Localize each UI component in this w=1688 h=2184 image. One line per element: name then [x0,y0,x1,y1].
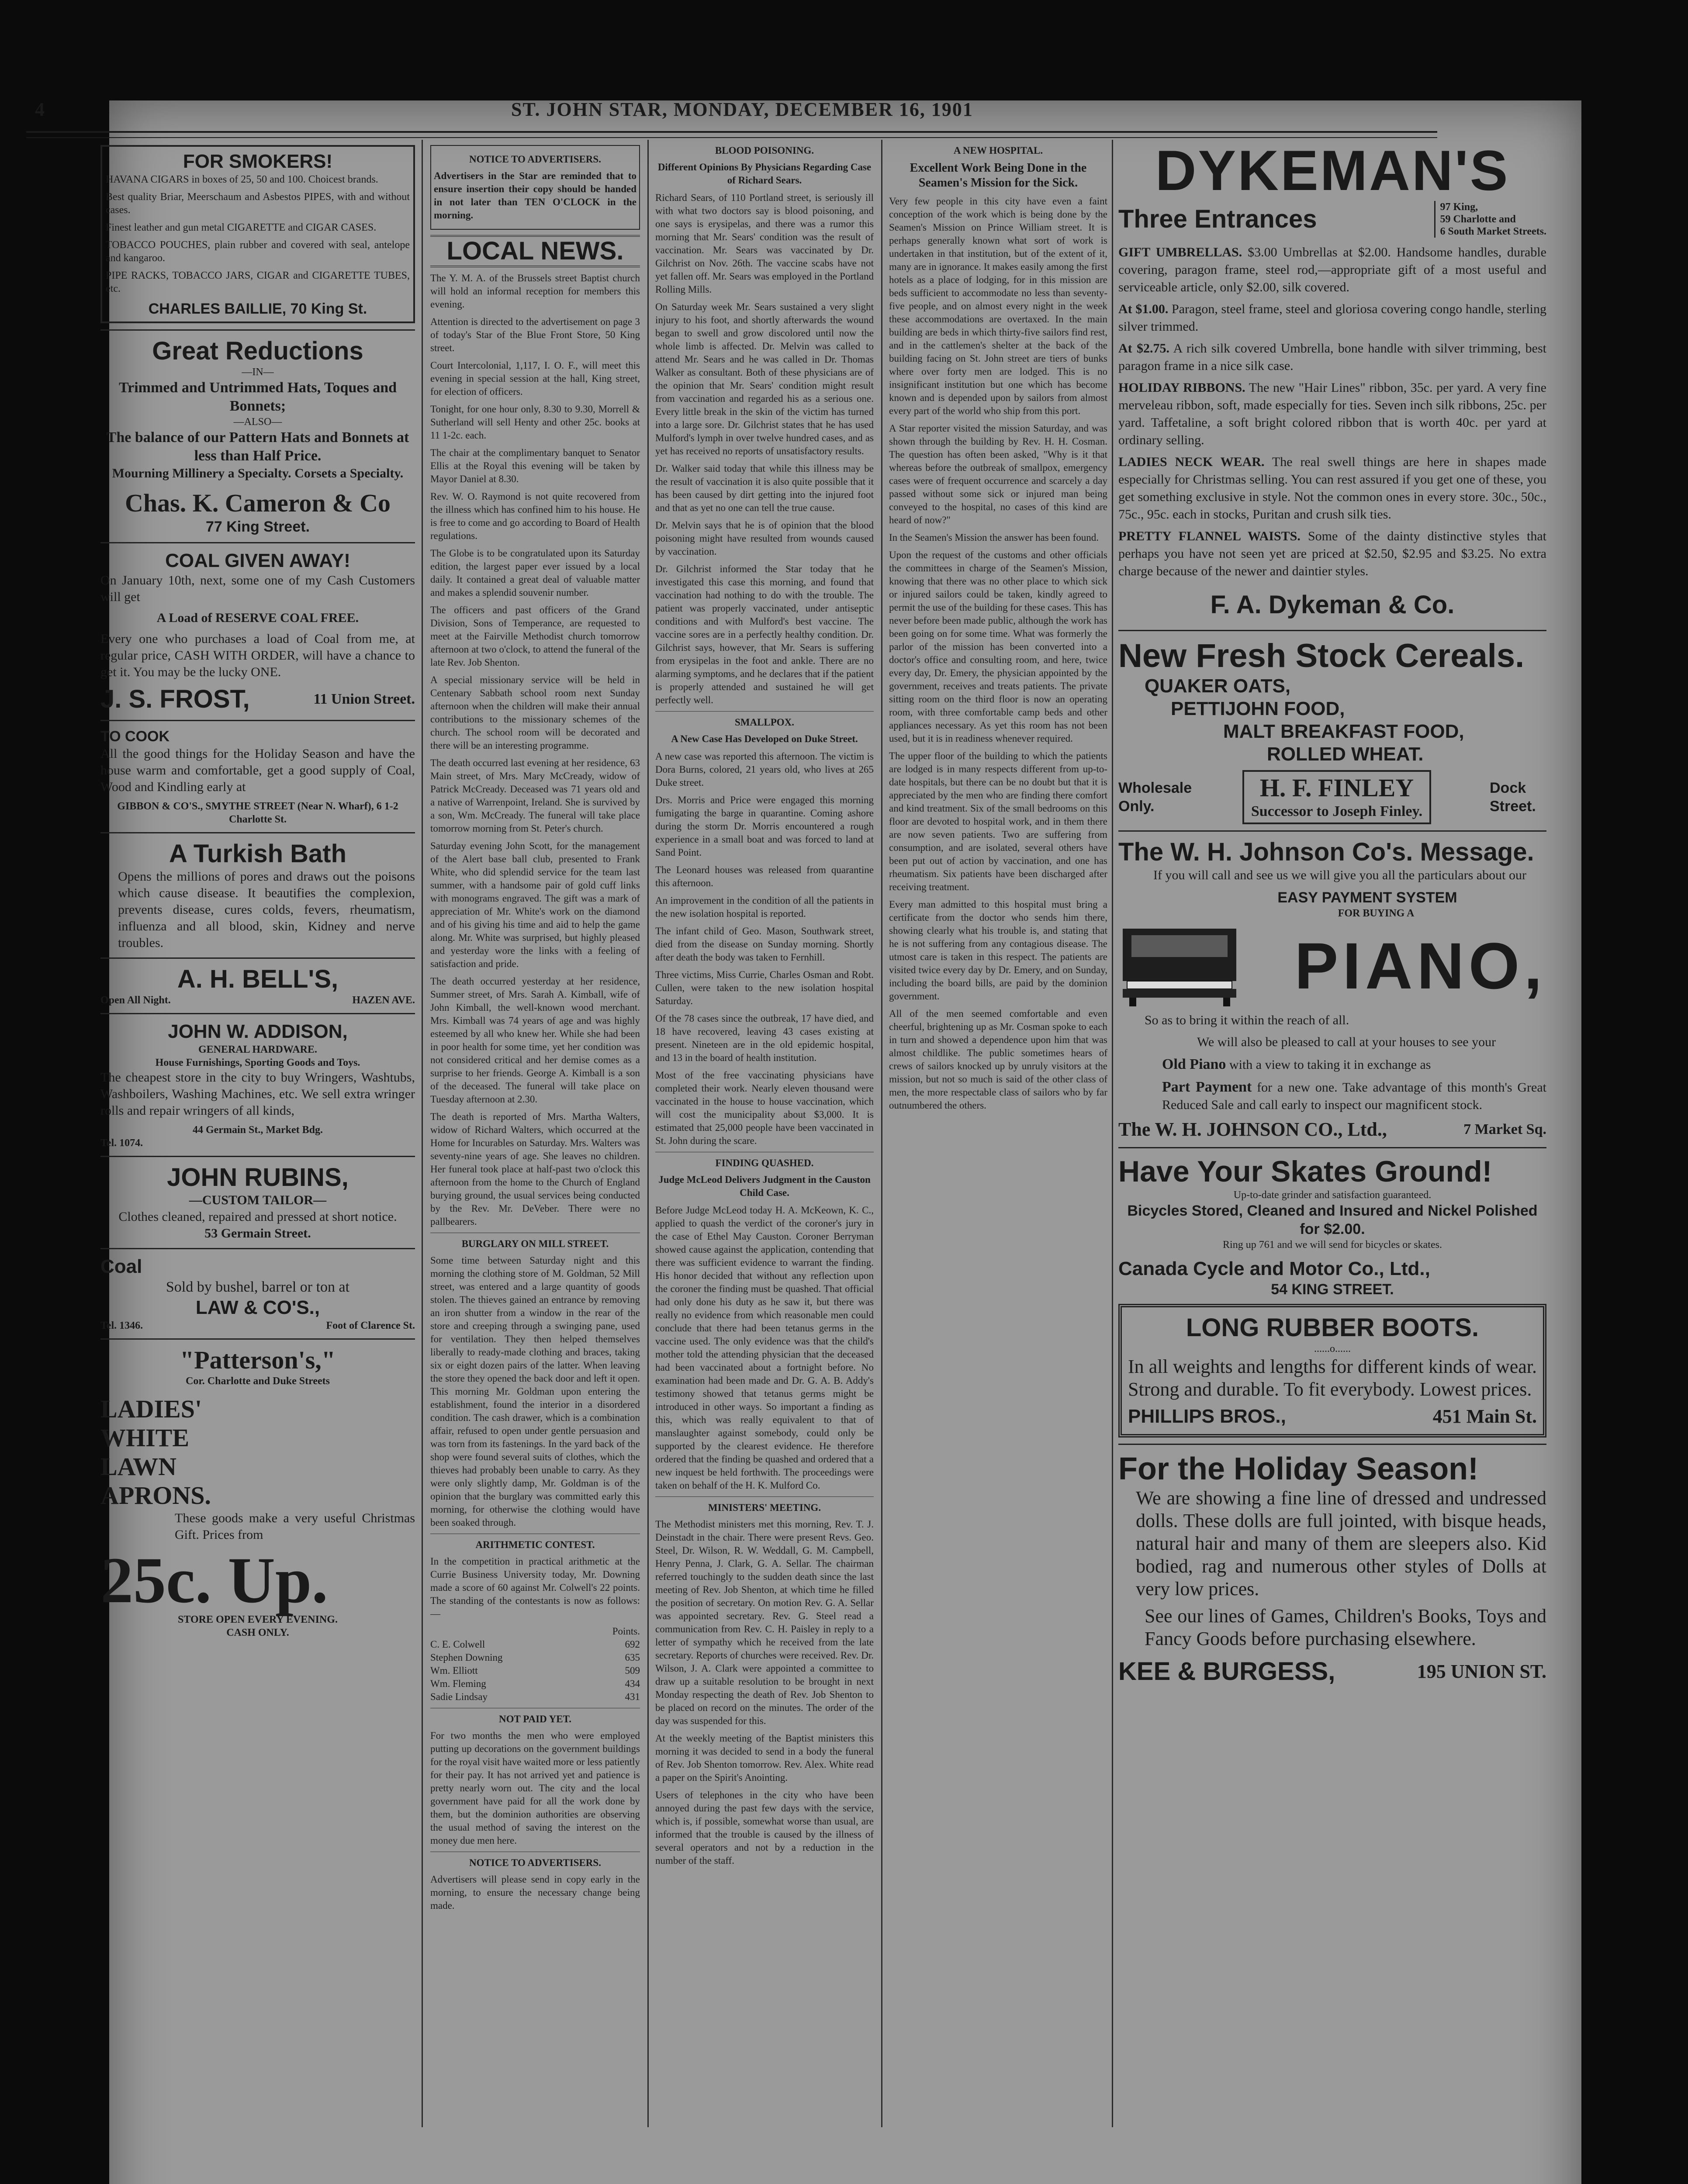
ad-title: JOHN W. ADDISON, [168,1021,348,1042]
ad-headline: PIANO, [1294,929,1546,1002]
ad-address: Foot of Clarence St. [326,1320,415,1331]
page-title: ST. JOHN STAR, MONDAY, DECEMBER 16, 1901 [511,99,973,120]
article-body: The Methodist ministers met this morning, Rev. T. J. Deinstadt in the chair. There were present Revs. Geo. Steel, Dr. Wilson, R. W. Weddall, G. M. Campbell, Henry Penna, J. Clark, G. A. Sellar. The chairman referred touchingly to the sudden death since the last meeting of Rev. Job Shenton, at which time he filled the position of secretary. On motion Rev. G. A. Sellar was appointed secretary. Rev. G. Steel read a communication from Rev. C. H. Paisley in reply to a letter of sympathy which he received from the late secretary. Reports of churches were received. Rev. Dr. Wilson, J. A. Clark were appointed a committee to draw up a suitable resolution to be brought in next Monday respecting the death of Rev. Job Shenton to be placed on record on the minutes. The order of the day was suspended for this. [655,1519,874,1726]
article-body: Dr. Gilchrist informed the Star today that he investigated this case this morning, and found that vaccination had nothing to do with the trouble. The patient was properly vaccinated, under antiseptic conditions and with Mulford's best vaccine. The vaccine sores are in a perfectly healthy condition. Dr. Gilchrist says, however, that Mr. Sears is suffering from erysipelas in the foot and ankle. There are no alarming symptoms, and he declares that if the patient is properly attended and sustained he will get perfectly well. [655,563,874,705]
ad-address [1434,201,1546,238]
ad-line: So as to bring it within the reach of all. [1145,1013,1349,1027]
table-cell: 509 [625,1665,640,1676]
ad-turkish-bath [100,840,415,951]
article-body: Very few people in this city have even a faint conception of the work which is being done by the Seamen's Mission on Prince William street. It is perhaps generally known what sort of work is undertaken in that institution, but of the extent of it, many are in ignorance. It makes easily among the first hotels as a place of lodging, for in this mission are beds sufficient to accommodate no less than seventy-five people, and on almost every night in the week these accommodations are overtaxed. In the main building are beds in which thirty-five sailors find rest, and in the cattlemen's shelter at the back of the building facing on St. John street are tiers of bunks where over forty men are lodged. This is no insignificant institution but one which has become known and is depended upon by sailors from almost every part of the world who ship from this port. [889,196,1107,416]
ad-address: 11 Union Street. [313,691,415,707]
ad-skates [1118,1154,1546,1299]
ad-ornament: ......o...... [1314,1343,1351,1355]
column-news-2 [655,140,874,2127]
ad-signature: Canada Cycle and Motor Co., Ltd., [1118,1258,1430,1279]
ad-line: Paragon, steel frame, steel and gloriosa covering congo handle, sterling silver trimmed. [1118,302,1546,334]
article-body: Tonight, for one hour only, 8.30 to 9.30, Morrell & Sutherland will sell Henty and other 25c. books at 11 1-2c. each. [430,404,640,441]
article-body: Drs. Morris and Price were engaged this morning fumigating the barge in quarantine. Coming ashore during the storm Dr. Morris encountered a rough experience in a small boat and was forced to land at Sand Point. [655,795,874,858]
ad-line: with a view to taking it in exchange as [1229,1057,1431,1072]
ad-line: ROLLED WHEAT. [1267,743,1424,765]
column-news-3 [889,140,1107,2127]
ad-line: CASH ONLY. [226,1627,289,1638]
article-body: Three victims, Miss Currie, Charles Osman and Robt. Cullen, were taken to the new isolation hospital Saturday. [655,969,874,1006]
ad-line: All the good things for the Holiday Season and have the house warm and comfortable, get a good supply of Coal, Wood and Kindling early at [100,746,415,794]
divider [1118,1444,1546,1445]
ad-address: HAZEN AVE. [352,995,415,1006]
ad-line: STORE OPEN EVERY EVENING. [178,1614,338,1625]
ad-kee-burgess [1118,1451,1546,1686]
ad-signature-box [1242,770,1431,824]
ad-smokers [100,145,415,323]
table-row [430,1690,640,1704]
ad-address: 77 King Street. [205,518,310,535]
article-body: The death is reported of Mrs. Martha Walters, widow of Richard Walters, which occurred at the Home for Incurables on Saturday. Mrs. Walters was seventy-nine years of age. She leaves no children. Her funeral took place at half-past two o'clock this afternoon from the home to the Church of England burying ground, the usual services being conducted by the Rev. Mr. DeVeber. There were no pallbearers. [430,1111,640,1227]
article-body: The officers and past officers of the Grand Division, Sons of Temperance, are requested to meet at the Fairville Methodist church tomorrow afternoon at two o'clock, to attend the funeral of the late Rev. Job Shenton. [430,605,640,668]
divider [100,542,415,543]
ad-line: A rich silk covered Umbrella, bone handle with silver trimming, best paragon frame in a nice silk case. [1118,341,1546,373]
ad-line: Finest leather and gun metal CIGARETTE and CIGAR CASES. [106,222,377,233]
article-body: Attention is directed to the advertisement on page 3 of today's Star of the Blue Front Store, 50 King street. [430,316,640,353]
ad-line: —CUSTOM TAILOR— [189,1193,327,1207]
article-body: The infant child of Geo. Mason, Southwark street, died from the disease on Sunday morning. Shortly after death the body was taken to Fernhill. [655,926,874,963]
ad-dykemans [1118,140,1546,619]
ad-line: GENERAL HARDWARE. [198,1044,318,1055]
ad-label: PRETTY FLANNEL WAISTS. [1118,529,1301,543]
ad-line: The new "Hair Lines" ribbon, 35c. per yard. A very fine merveleau ribbon, soft, made especially for ties. Seven inch silk ribbons, 25c. per yard. Taffetaline, a soft bright colored ribbon that is worth 40c. per yard at ordinary selling. [1118,380,1546,447]
ad-signature: H. F. FINLEY [1259,774,1414,802]
ad-line: HAVANA CIGARS in boxes of 25, 50 and 100. Choicest brands. [106,174,378,185]
table-cell: 431 [625,1691,640,1702]
ad-label: GIFT UMBRELLAS. [1118,245,1242,259]
ad-line: Up-to-date grinder and satisfaction guaranteed. [1233,1189,1432,1201]
ad-line: The real swell things are here in shapes made especially for Christmas selling. You can rest assured if you get one of these, you get something exclusive in style. Not the common ones in every store. 30c., 50c., 75c., 95c. each in stocks, Puritan and crush silk ties. [1118,455,1546,522]
table-cell: Wm. Elliott [430,1665,478,1676]
ad-line: MALT BREAKFAST FOOD, [1223,721,1464,742]
ad-line: Wholesale Only. [1118,780,1192,815]
table-cell: 692 [625,1639,640,1650]
ad-title: JOHN RUBINS, [167,1163,349,1192]
ad-label: At $1.00. [1118,302,1169,316]
article-body: Dr. Walker said today that while this illness may be the result of vaccination it is also quite possible that it has been caused by dirt getting into the injured foot and that as yet no one can tell the true cause. [655,463,874,513]
ad-line: Trimmed and Untrimmed Hats, Toques and Bonnets; [118,380,397,414]
table-cell: C. E. Colwell [430,1639,485,1650]
address-line: 59 Charlotte and [1440,214,1516,225]
column-ads-right [1118,140,1546,2127]
table-row [430,1638,640,1651]
article-subheading: Judge McLeod Delivers Judgment in the Causton Child Case. [658,1174,871,1198]
article-heading: MINISTERS' MEETING. [708,1502,821,1513]
ad-title: "Patterson's," [180,1346,336,1374]
table-cell: 434 [625,1678,640,1689]
ad-rubber-boots [1118,1304,1546,1438]
ad-line: These goods make a very useful Christmas Gift. Prices from [175,1511,415,1542]
article-body: The Y. M. A. of the Brussels street Baptist church will hold an informal reception for members this evening. [430,273,640,310]
article-body: Upon the request of the customs and other officials the committees in charge of the Seamen's Mission, knowing that there was no other place to which sick or injured sailors could be taken, kindly agreed to permit the use of the building for these cases. This has never before been made public, although the work has been going on for some time. What was formerly the parlor of the mission has been converted into a doctor's office and consulting room, and here, twice every day, Dr. Emery, the physician appointed by the government, receives and treats patients. The private sitting room on the third floor is now an operating room, with three comfortable camp beds and other appliances necessary. As yet this room has not been used, but it is in readiness whenever required. [889,549,1107,744]
article-heading: SMALLPOX. [734,717,795,728]
article-heading: NOTICE TO ADVERTISERS. [469,1857,601,1868]
page-number: 4 [35,99,45,120]
divider [655,1496,874,1497]
ad-address: 451 Main St. [1432,1406,1537,1427]
ad-rubins [100,1163,415,1242]
ad-label: At $2.75. [1118,341,1169,356]
table-row [430,1664,640,1677]
address-line: 6 South Market Streets. [1440,226,1546,237]
ad-line: Tel. 1074. [100,1137,143,1149]
article-subheading: Different Opinions By Physicians Regarding Case of Richard Sears. [657,162,872,186]
table-row [430,1651,640,1664]
divider [100,1338,415,1340]
ad-label: Old Piano [1162,1056,1226,1072]
ad-address: 54 KING STREET. [1271,1281,1394,1298]
article-body: The death occurred yesterday at her residence, Summer street, of Mrs. Sarah A. Kimball, wife of John Kimball, the well-known wood merchant. Mrs. Kimball was 74 years of age and was highly esteemed by all who knew her. While she had been in poor health for some time, yet her condition was not considered critical and her demise comes as a surprise to her friends. George A. Kimball is a son of the deceased. The funeral will take place on Tuesday afternoon at 2.30. [430,976,640,1105]
article-heading: A NEW HOSPITAL. [953,145,1043,156]
ad-line: Every one who purchases a load of Coal from me, at regular price, CASH WITH ORDER, will have a chance to get it. You may be the lucky ONE. [100,632,415,679]
article-body: Most of the free vaccinating physicians have completed their work. Nearly eleven thousand were vaccinated in the house to house vaccination, which will cost the municipality about $3,000. It is estimated that 25,000 people have been vaccinated in St. John during the scare. [655,1070,874,1146]
ad-line: Bicycles Stored, Cleaned and Insured and Nickel Polished for $2.00. [1127,1203,1538,1237]
table-cell: Wm. Fleming [430,1678,486,1689]
ad-address: 53 Germain Street. [204,1226,311,1241]
ad-price: 25c. Up. [100,1544,328,1617]
article-body: For two months the men who were employed putting up decorations on the government buildings for the royal visit have waited more or less patiently for their pay. It has not arrived yet and patience is pretty nearly worn out. The city and the local government have paid for all the work done by them, but the dominion authorities are observing the usual method of saving the interest on the money due men here. [430,1730,640,1846]
article-body: Dr. Melvin says that he is of opinion that the blood poisoning might have resulted from wounds caused by vaccination. [655,520,874,557]
table-row [430,1677,640,1690]
ad-line: The cheapest store in the city to buy Wringers, Washtubs, Washboilers, Washing Machines, etc. We sell extra wringer rolls and repair wringers of all kinds, [100,1070,415,1118]
article-heading: NOT PAID YET. [499,1714,571,1724]
article-body: The death occurred last evening at her residence, 63 Main street, of Mrs. Mary McCready, widow of Patrick McCready. Deceased was 71 years old and a native of Warrenpoint, Ireland. She is survived by a son, Wm. McCready. The funeral will take place tomorrow morning from St. Peter's church. [430,757,640,834]
divider [100,720,415,721]
article-body: A new case was reported this afternoon. The victim is Dora Burns, colored, 21 years old, who lives at 265 Duke street. [655,751,874,788]
table-header: Points. [612,1626,640,1637]
article-body: The upper floor of the building to which the patients are lodged is in many respects different from up-to-date hospitals, but there can be no doubt but that it is appreciated by the men who are finding there comfort and kind treatment. Six of the small bedrooms on this floor are devoted to hospital work, and in them there are now seven patients. Two are suffering from consumption, and are isolated, several others have been put out of action by vaccination, and one has rheumatism. Six patients have been discharged after receiving treatment. [889,750,1107,892]
ad-line: PIPE RACKS, TOBACCO JARS, CIGAR and CIGARETTE TUBES, etc. [106,270,410,294]
article-body: Advertisers will please send in copy early in the morning, to ensure the necessary change being made. [430,1874,640,1911]
ad-line: If you will call and see us we will give you all the particulars about our [1153,868,1526,882]
ad-label: HOLIDAY RIBBONS. [1118,380,1245,395]
article-heading: FINDING QUASHED. [715,1158,814,1168]
ad-signature: Chas. K. Cameron & Co [125,489,391,517]
column-rule [881,140,882,2127]
ad-line: $3.00 Umbrellas at $2.00. Handsome handles, durable covering, paragon frame, steel rod,—appropriate gift of a most useful and serviceable article, only $2.00, silk covered. [1118,245,1546,294]
table-cell: Sadie Lindsay [430,1691,488,1702]
ad-signature: F. A. Dykeman & Co. [1210,591,1455,619]
ad-line: Sold by bushel, barrel or ton at [166,1279,350,1295]
ad-address: Dock Street. [1490,780,1536,815]
article-body: Before Judge McLeod today H. A. McKeown, K. C., applied to quash the verdict of the coroner's jury in the case of Ethel May Causton. Coroner Berryman showed cause against the application, contending that there was sufficient evidence to warrant the finding. His honor decided that without any reflection upon the coroner the finding must be quashed. That official had only done his duty as he saw it, but there was really no evidence from which reasonable men could conclude that there had been tetanus germs in the vaccine used. The only evidence was that the child's mother told the attending physician that the deceased had been vaccinated about a fortnight before. No examination had been made and Dr. G. A. B. Addy's testimony showed that tetanus germs might be introduced in other ways. So important a finding as this, which was really equivalent to that of manslaughter against somebody, could only be supported by the clearest evidence. He therefore ordered that the finding be quashed and ordered that a new inquest be held forthwith. The proceedings were taken on behalf of the H. K. Mulford Co. [655,1205,874,1491]
ad-body [106,173,410,295]
divider [1118,830,1546,832]
article-body: The Leonard houses was released from quarantine this afternoon. [655,864,874,888]
ad-line: Best quality Briar, Meerschaum and Asbestos PIPES, with and without cases. [106,191,410,216]
ad-line: The balance of our Pattern Hats and Bonnets at less than Half Price. [106,429,409,464]
ad-line: —ALSO— [233,416,282,428]
ad-line: Clothes cleaned, repaired and pressed at short notice. [118,1209,397,1224]
column-rule [647,140,649,2127]
ad-line: A Load of RESERVE COAL FREE. [156,611,359,625]
notice-to-advertisers [430,145,640,230]
ad-line: We will also be pleased to call at your houses to see your [1197,1035,1496,1049]
ad-line: See our lines of Games, Children's Books, Toys and Fancy Goods before purchasing elsewhere. [1145,1605,1546,1649]
ad-line: Mourning Millinery a Specialty. Corsets a Specialty. [112,466,404,480]
ad-line: In all weights and lengths for different kinds of wear. Strong and durable. To fit everybody. Lowest prices. [1128,1356,1537,1400]
article-body: Saturday evening John Scott, for the management of the Alert base ball club, presented to Frank White, who did splendid service for the team last summer, with a handsome pair of gold cuff links with monograms engraved. The gift was a mark of appreciation of Mr. White's work on the diamond and of his giving his time and aid to help the game along. Mr. White was surprised, but highly pleased and yesterday wore the links with a feeling of satisfaction and pride. [430,840,640,969]
article-body: A Star reporter visited the mission Saturday, and was shown through the building by Rev. H. H. Cosman. The question has often been asked, "Why is it that whereas before the outbreak of smallpox, emergency cases were of frequent occurrence and scarcely a day passed without some sick or injured man being conveyed to the hospital, no cases of this kind are heard of now?" [889,423,1107,525]
ad-line: Successor to Joseph Finley. [1251,803,1423,819]
article-heading: NOTICE TO ADVERTISERS. [469,154,601,165]
article-body: In the competition in practical arithmetic at the Currie Business University today, Mr. Downing made a score of 60 against Mr. Colwell's 22 points. The standing of the contestants is now as follows:— [430,1556,640,1619]
article-body: At the weekly meeting of the Baptist ministers this morning it was decided to send in a body the funeral of Rev. Job Shenton tomorrow. Rev. Alex. White read a paper on the Spirit's Anointing. [655,1733,874,1783]
article-heading: BLOOD POISONING. [715,145,814,156]
divider [100,1156,415,1157]
column-rule [1112,140,1113,2127]
table-cell: 635 [625,1652,640,1663]
ad-line: Some of the dainty distinctive styles that perhaps you have not seen yet are priced at $2.50, $2.95 and $3.25. No extra charge because of the newer and daintier styles. [1118,529,1546,578]
ad-signature: LAW & CO'S., [195,1297,320,1318]
ad-signature: CHARLES BAILLIE, 70 King St. [148,301,367,317]
article-body: Rev. W. O. Raymond is not quite recovered from the illness which has confined him to his house. He is free to come and go according to Board of Health regulations. [430,491,640,541]
table-cell: Stephen Downing [430,1652,503,1663]
ad-address: 44 Germain St., Market Bdg. [193,1124,323,1136]
masthead-rule [26,131,1437,138]
ad-title: A Turkish Bath [169,840,347,868]
ad-line: We are showing a fine line of dressed and undressed dolls. These dolls are full jointed, with bisque heads, natural hair and many of them are sleepers also. Kid bodied, rag and numerous other styles of Dolls at very low prices. [1136,1487,1546,1600]
ad-title: Have Your Skates Ground! [1118,1155,1492,1188]
ad-line: QUAKER OATS, [1145,675,1291,697]
divider [1118,1147,1546,1148]
ad-line: —IN— [242,366,274,378]
ad-title: New Fresh Stock Cereals. [1118,637,1525,674]
ad-line: TOBACCO POUCHES, plain rubber and covered with seal, antelope and kangaroo. [106,239,410,264]
article-body: All of the men seemed comfortable and even cheerful, brightening up as Mr. Cosman spoke to each in turn and showed a dependence upon him that was almost childlike. The public sometimes hears of crews of sailors knocked up by unruly visitors at the mission, but not so much is said of the other class of men, the more respectable class of sailors who by far outnumbered the others. [889,1008,1107,1111]
ad-signature: PHILLIPS BROS., [1128,1406,1286,1427]
article-body: A special missionary service will be held in Centenary Sabbath school room next Sunday afternoon when the children will make their annual contributions to the missionary schemes of the church. The school room will be decorated and there will be an interesting programme. [430,674,640,751]
divider [1118,630,1546,631]
article-body: The Globe is to be congratulated upon its Saturday edition, the largest paper ever issued by a local daily. It contained a great deal of valuable matter and makes a splendid souvenir number. [430,548,640,598]
ad-line: Open All Night. [100,995,171,1006]
ad-coal-given-away [100,549,415,714]
piano-illustration [1118,924,1241,1007]
article-body: An improvement in the condition of all the patients in the new isolation hospital is reported. [655,895,874,919]
ad-subtitle: Three Entrances [1118,205,1317,233]
ad-title: DYKEMAN'S [1155,140,1510,202]
article-body: Every man admitted to this hospital must bring a certificate from the doctor who sends him there, showing clearly what his trouble is, and stating that he is not suffering from any contagious disease. The utmost care is taken in this respect. The patients are visited twice every day by Dr. Emery, and on Sunday, including the board bills, are paid by the dominion government. [889,899,1107,1002]
article-body: Court Intercolonial, 1,117, I. O. F., will meet this evening in special session at the hall, King street, for election of officers. [430,360,640,397]
ad-title: COAL GIVEN AWAY! [165,550,350,571]
ad-title: The W. H. Johnson Co's. Message. [1118,838,1534,866]
ad-label: LADIES NECK WEAR. [1118,455,1265,469]
article-body: Richard Sears, of 110 Portland street, is seriously ill with what two doctors say is blood poisoning, and one says is erysipelas, and there was a rumor this morning that Mr. Sears' condition was the result of vaccination. Mr. Sears was vaccinated by Dr. Gilchrist on Nov. 26th. The vaccine scabs have not yet fallen off. Mr. Sears was employed in the Portland Rolling Mills. [655,192,874,295]
section-title: LOCAL NEWS. [430,235,640,267]
ad-line: FOR BUYING A [1338,908,1415,919]
ad-pattersons [100,1346,415,1639]
divider [100,832,415,833]
address-line: 97 King, [1440,201,1478,213]
ad-address: Cor. Charlotte and Duke Streets [186,1375,330,1387]
ad-title: For the Holiday Season! [1118,1451,1479,1486]
ad-title: Coal [100,1256,142,1277]
article-body: Advertisers in the Star are reminded that to ensure insertion their copy should be handed in not later than TEN O'CLOCK in the morning. [434,170,636,221]
column-local-news [430,140,640,2127]
article-body: Of the 78 cases since the outbreak, 17 have died, and 18 have recovered, leaving 43 cases existing at present. Nineteen are in the old epidemic hospital, and 13 in the board of health institution. [655,1013,874,1063]
article-subheading: Excellent Work Being Done in the Seamen's Mission for the Sick. [910,161,1087,190]
ad-reductions [100,337,415,536]
ad-line: for a new one. Take advantage of this month's Great Reduced Sale and call early to inspect our magnificent stock. [1162,1080,1546,1112]
article-body: Users of telephones in the city who have been annoyed during the past few days with the service, which is, if possible, somewhat worse than usual, are informed that the trouble is caused by the illness of several operators and not by a reduction in the number of the staff. [655,1790,874,1866]
ad-line: Ring up 761 and we will send for bicycles or skates. [1223,1239,1442,1251]
article-body: In the Seamen's Mission the answer has been found. [889,532,1099,543]
article-body: The chair at the complimentary banquet to Senator Ellis at the Royal this evening will be taken by Mayor Daniel at 8.30. [430,447,640,484]
divider [100,1013,415,1014]
ad-signature: GIBBON & CO'S., SMYTHE STREET (Near N. Wharf), 6 1-2 Charlotte St. [117,801,398,825]
ad-law-coal [100,1255,415,1332]
ad-title: FOR SMOKERS! [183,151,333,172]
ad-bells [100,965,415,1007]
ad-signature: The W. H. JOHNSON CO., Ltd., [1118,1119,1387,1140]
ad-signature: J. S. FROST, [100,685,250,713]
ad-addison [100,1020,415,1150]
masthead [31,98,1442,129]
divider [100,1248,415,1249]
column-rule [422,140,423,2127]
article-body: Some time between Saturday night and this morning the clothing store of M. Goldman, 52 Mill street, was entered and a large quantity of goods stolen. The thieves gained an entrance by removing an iron shutter from a window in the rear of the store and creeping through a swinging pane, used for ventilation. They then helped themselves liberally to ready-made clothing and braces, taking six or eight dozen pairs of the latter. When leaving the store they opened the back door and left it open. This morning Mr. Goldman upon entering the establishment, found the interior in a disordered condition. The cash drawer, which is a combination affair, refused to open under gentle persuasion and was torn from its fastenings. In the yard back of the shop were found several suits of clothes, which the thieves had probably been unable to carry. As they were only slightly damp, Mr. Goldman is of the opinion that the burglary was committed early this morning, for otherwise the clothing would have been soaked through. [430,1255,640,1528]
ad-title: LONG RUBBER BOOTS. [1186,1313,1479,1342]
divider [655,711,874,712]
divider [100,957,415,959]
ad-address: 7 Market Sq. [1463,1121,1546,1137]
ad-line: Opens the millions of pores and draws out the poisons which cause disease. It beautifies the complexion, prevents disease, cures colds, fevers, rheumatism, influenza and all blood, skin, Kidney and nerve troubles. [118,869,415,950]
ad-label: Part Payment [1162,1079,1252,1095]
article-subheading: A New Case Has Developed on Duke Street. [671,733,858,744]
article-heading: ARITHMETIC CONTEST. [475,1539,595,1550]
ad-to-cook [100,727,415,826]
ad-line: On January 10th, next, some one of my Cash Customers will get [100,573,415,604]
article-heading: BURGLARY ON MILL STREET. [461,1238,609,1249]
ad-line: PETTIJOHN FOOD, [1171,698,1345,719]
divider [100,329,415,331]
ad-signature: KEE & BURGESS, [1118,1657,1335,1686]
ad-address: 195 UNION ST. [1417,1661,1546,1682]
ad-johnson-piano [1118,838,1546,1141]
ad-line: Tel. 1346. [100,1320,143,1331]
column-ads-left [100,140,415,2127]
article-body: On Saturday week Mr. Sears sustained a very slight injury to his foot, and shortly afterwards the wound began to swell and grow discolored until now the whole limb is affected. Dr. Melvin was called to attend Mr. Sears and he was called in Dr. Thomas Walker as consultant. Both of these physicians are of the opinion that Mr. Sears' condition might result from vaccination and regarded his as a serious one. Every little break in the skin of the victim has turned into a large sore. Dr. Gilchrist states that he has used Mulford's lymph in over twelve hundred cases, and as yet has received no reports of unsatisfactory results. [655,301,874,456]
ad-title: TO COOK [100,728,170,745]
ad-title: A. H. BELL'S, [177,965,339,993]
ad-line: EASY PAYMENT SYSTEM [1277,889,1457,906]
ad-cereals [1118,637,1546,824]
ad-title: Great Reductions [152,337,363,365]
ad-line: House Furnishings, Sporting Goods and Toys. [155,1057,360,1068]
ad-title: LADIES' WHITE LAWN APRONS. [100,1395,211,1510]
